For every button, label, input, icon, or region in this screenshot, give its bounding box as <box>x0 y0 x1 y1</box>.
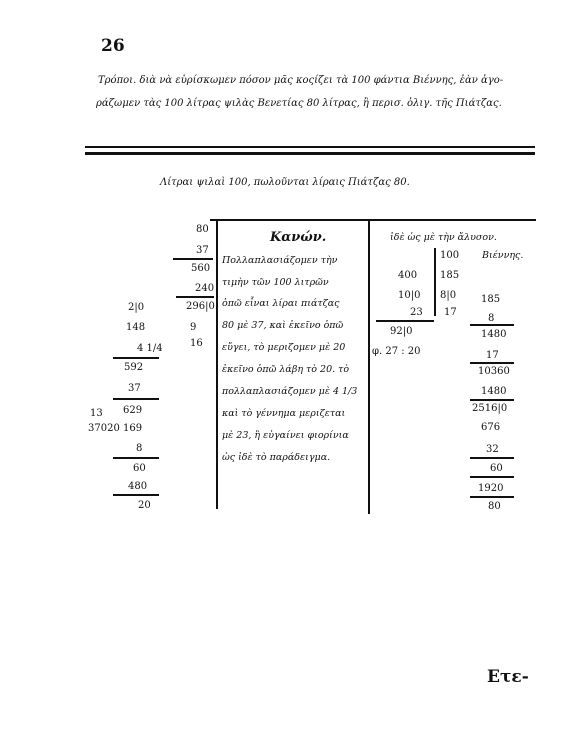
calc-value: 60 <box>133 463 146 474</box>
calc-value: 185 <box>440 270 460 281</box>
calc-value: 676 <box>481 422 501 433</box>
rule-line: Πολλαπλασιάζομεν τὴν <box>222 255 338 266</box>
calc-value: 92|0 <box>390 326 413 337</box>
rule-line: πολλαπλασιάζομεν μὲ 4 1/3 <box>222 386 358 397</box>
calc-rule <box>470 362 514 364</box>
rule-line: τιμὴν τῶν 100 λιτρῶν <box>222 277 329 288</box>
calc-rule <box>113 357 159 359</box>
table-heading: Λίτραι ψιλαὶ 100, πωλοῦνται λίραις Πιάτζας 80. <box>160 177 410 188</box>
calc-value: 296|0 <box>186 301 215 312</box>
calc-rule <box>470 476 514 478</box>
calc-value: 240 <box>195 283 215 294</box>
rule-line: ὡς ἰδὲ τὸ παράδειγμα. <box>222 452 331 463</box>
proof-header: ἰδὲ ὡς μὲ τὴν ἄλυσον. <box>390 232 497 243</box>
calc-value: 560 <box>191 263 211 274</box>
rule-title: Κανών. <box>270 230 327 245</box>
calc-value: 60 <box>490 463 503 474</box>
catchword: Ετε- <box>487 667 529 687</box>
calc-value: 17 <box>444 307 457 318</box>
calc-value: 100 <box>440 250 460 261</box>
rule-line: ὁπῶ εἶναι λίραι πιάτζας <box>222 298 340 309</box>
rule-line: μὲ 23, ἢ εὐγαίνει φιορίνια <box>222 430 349 441</box>
calc-rule <box>176 296 214 298</box>
calc-value: 8 <box>488 313 495 324</box>
calc-value: 80 <box>196 224 209 235</box>
calc-value: 169 <box>123 423 143 434</box>
calc-rule <box>113 457 159 459</box>
calc-value: 16 <box>190 338 203 349</box>
calc-value: 400 <box>398 270 418 281</box>
calc-rule <box>470 496 514 498</box>
calc-value: 37 <box>196 245 209 256</box>
calc-rule <box>470 324 514 326</box>
rule-line: εὔγει, τὸ μεριζομεν μὲ 20 <box>222 342 346 353</box>
intro-line-1: Τρόποι. διὰ νὰ εὑρίσκωμεν πόσον μᾶς κοςίζει τὰ 100 φάντια Βιέννης, ἐὰν ἀγο- <box>98 75 504 86</box>
calc-value: 148 <box>126 322 146 333</box>
calc-value: 37020 <box>88 423 120 434</box>
rule-line: 80 μὲ 37, καὶ ἐκεῖνο ὁπῶ <box>222 320 344 331</box>
calc-rule <box>376 320 434 322</box>
working-top-rule <box>210 219 536 221</box>
calc-value: 20 <box>138 500 151 511</box>
page-number: 26 <box>101 36 125 56</box>
calc-value: 2516|0 <box>472 403 508 414</box>
calc-value: 37 <box>128 383 141 394</box>
chain-divider <box>434 248 436 316</box>
calc-value: 10|0 <box>398 290 421 301</box>
calc-rule <box>113 494 159 496</box>
calc-value: 629 <box>123 405 143 416</box>
intro-line-2: ράζωμεν τὰς 100 λίτρας ψιλὰς Βενετίας 80 λίτρας, ἢ περισ. ὀλιγ. τῆς Πιάτζας. <box>96 98 502 109</box>
calc-rule <box>173 258 213 260</box>
calc-value: 10360 <box>478 366 510 377</box>
calc-value: 185 <box>481 294 501 305</box>
rule-box-right-border <box>368 219 370 514</box>
rule-box-left-border <box>216 219 218 509</box>
double-rule-bottom <box>85 152 535 155</box>
calc-value: 8 <box>136 443 143 454</box>
calc-value: 8|0 <box>440 290 457 301</box>
rule-line: καὶ τὸ γέννημα μεριζεται <box>222 408 346 419</box>
calc-value: 2|0 <box>128 302 145 313</box>
calc-value: 592 <box>124 362 144 373</box>
calc-value: 480 <box>128 481 148 492</box>
calc-value: 1480 <box>481 329 507 340</box>
proof-result: φ. 27 : 20 <box>372 346 421 357</box>
calc-rule <box>470 457 514 459</box>
calc-rule <box>113 398 159 400</box>
calc-value: 13 <box>90 408 103 419</box>
calc-rule <box>470 399 514 401</box>
calc-value: 23 <box>410 307 423 318</box>
calc-value: 32 <box>486 444 499 455</box>
calc-value: 1480 <box>481 386 507 397</box>
calc-value: 1920 <box>478 483 504 494</box>
calc-value: 17 <box>486 350 499 361</box>
vienna-label: Βιέννης. <box>482 250 524 261</box>
double-rule-top <box>85 146 535 148</box>
calc-value: 80 <box>488 501 501 512</box>
calc-value: 9 <box>190 322 197 333</box>
rule-line: ἐκεῖνο ὁπῶ λάβη τὸ 20. τὸ <box>222 364 350 375</box>
calc-value: 4 1/4 <box>137 343 163 354</box>
